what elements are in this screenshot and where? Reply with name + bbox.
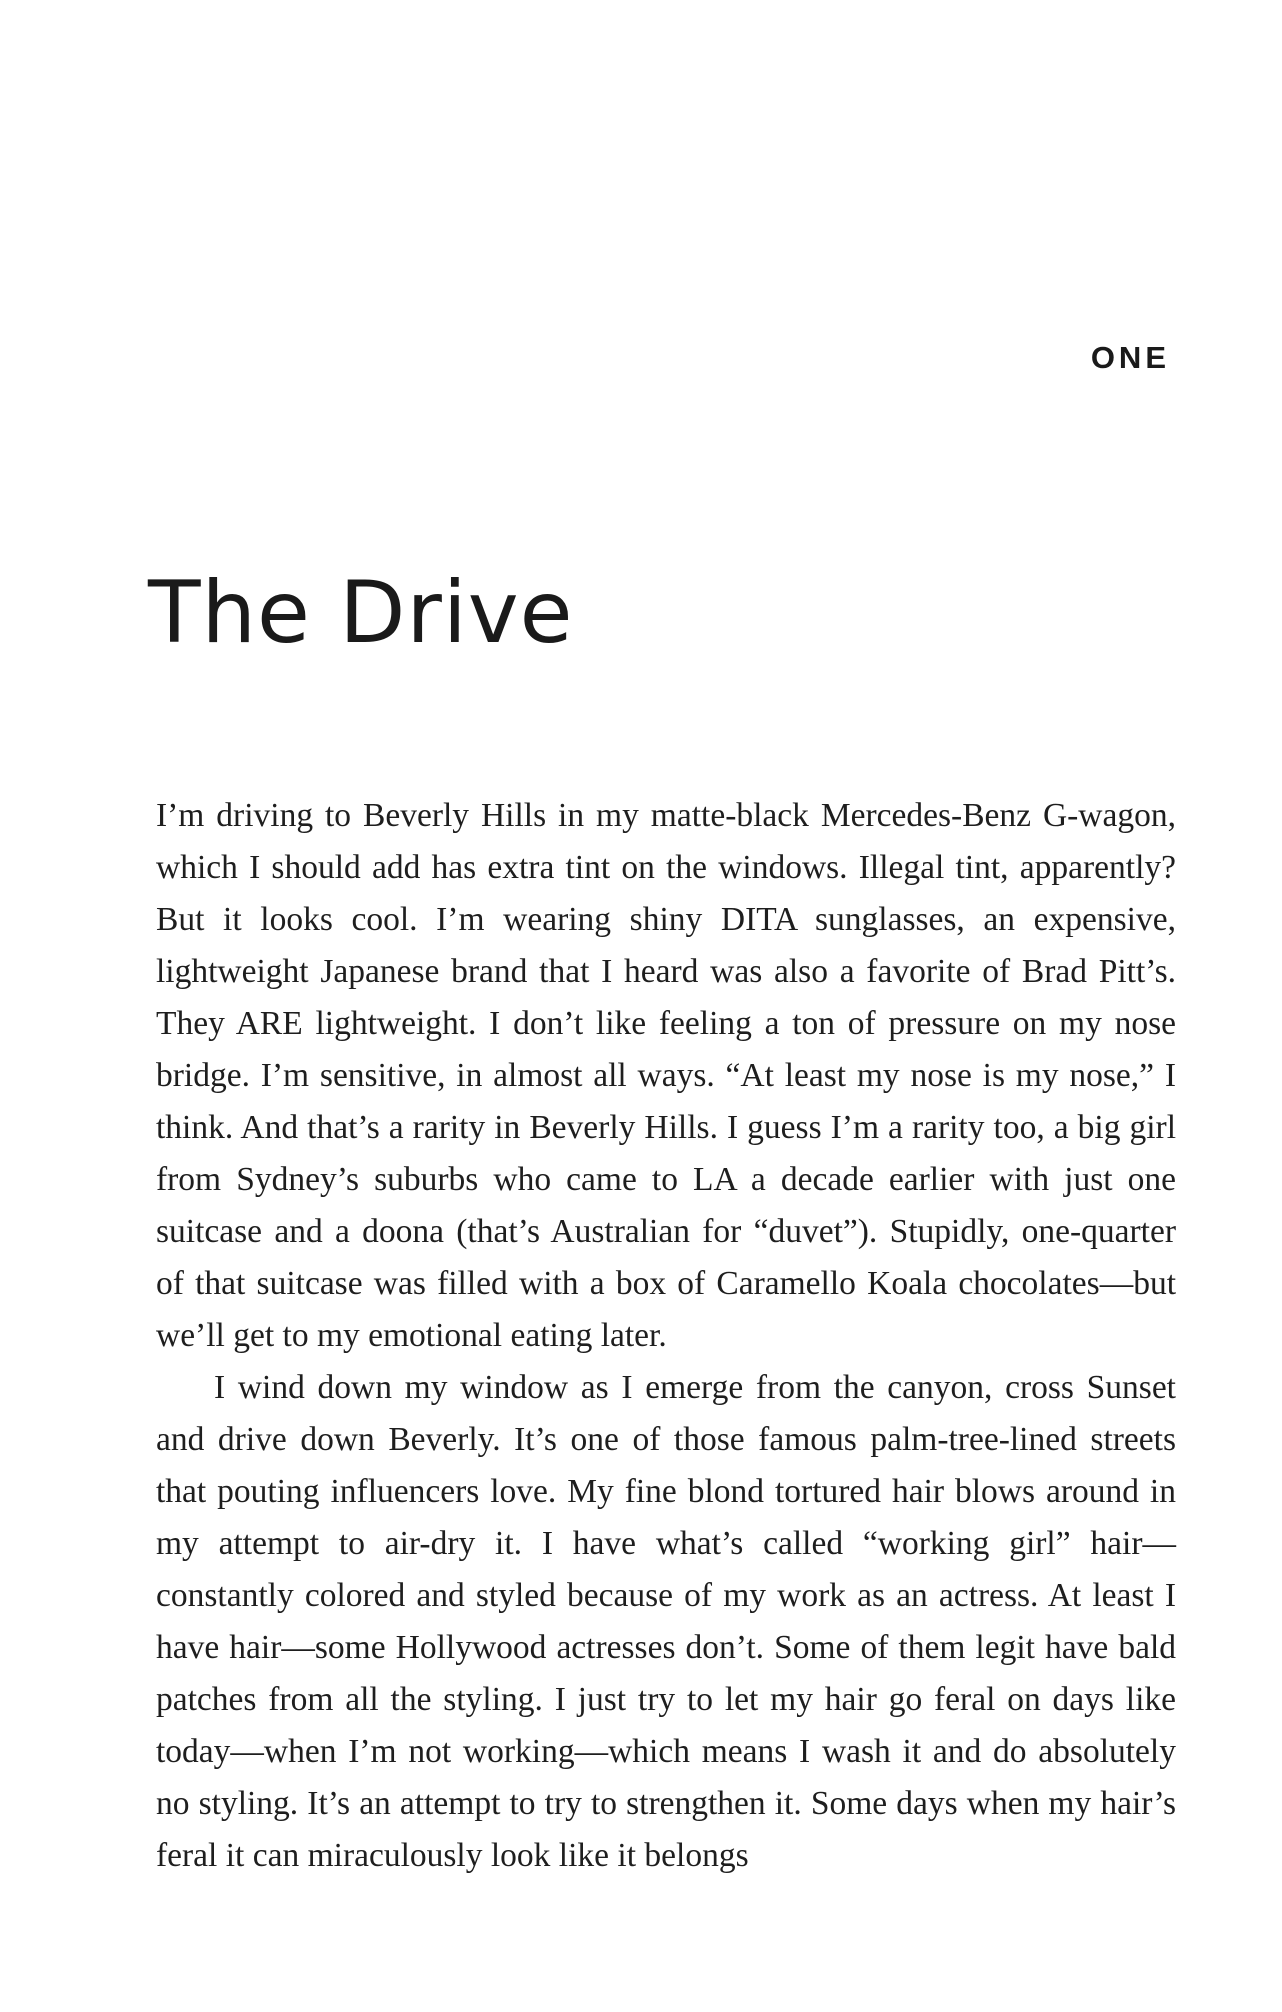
chapter-body (156, 790, 1176, 1882)
paragraph-2: I wind down my window as I emerge from the canyon, cross Sunset and drive down Beverly. It’s one of those famous palm-tree-lined streets that pouting influencers love. My fine blond tortured hair blows around in my attempt to air-dry it. I have what’s called “working girl” hair—constantly colored and styled because of my work as an actress. At least I have hair—some Hollywood actresses don’t. Some of them legit have bald patches from all the styling. I just try to let my hair go feral on days like today—when I’m not working—which means I wash it and do absolutely no styling. It’s an attempt to try to strengthen it. Some days when my hair’s feral it can miraculously look like it belongs (156, 1369, 1176, 1874)
paragraph-1: I’m driving to Beverly Hills in my matte-black Mercedes-Benz G-wagon, which I should add has extra tint on the windows. Illegal tint, apparently? But it looks cool. I’m wearing shiny DITA sunglasses, an expensive, lightweight Japanese brand that I heard was also a favorite of Brad Pitt’s. They ARE lightweight. I don’t like feeling a ton of pressure on my nose bridge. I’m sensitive, in almost all ways. “At least my nose is my nose,” I think. And that’s a rarity in Beverly Hills. I guess I’m a rarity too, a big girl from Sydney’s suburbs who came to LA a decade earlier with just one suitcase and a doona (that’s Australian for “duvet”). Stupidly, one-quarter of that suitcase was filled with a box of Caramello Koala chocolates—but we’ll get to my emotional eating later. (156, 797, 1176, 1354)
chapter-title: The Drive (148, 563, 574, 663)
chapter-number: ONE (1090, 340, 1170, 375)
